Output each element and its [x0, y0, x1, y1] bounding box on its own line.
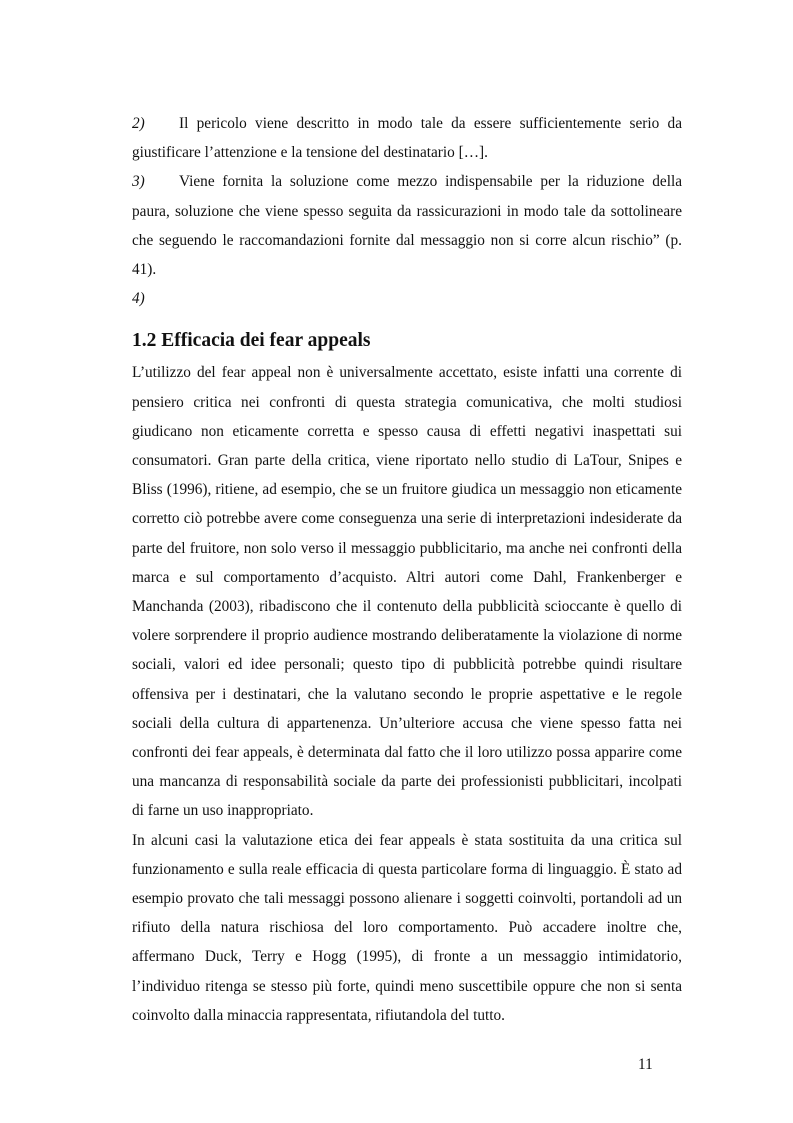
page-number: 11: [638, 1056, 653, 1073]
list-item-text: Viene fornita la soluzione come mezzo indispensabile per la riduzione della paura, soluzione che viene spesso seguita da rassicurazioni in modo tale da sottolineare che seguendo le raccomandazioni fornite dal messaggio non si corre alcun rischio” (p. 41).: [132, 173, 682, 279]
list-item-2: [132, 109, 682, 167]
page-content: [132, 109, 682, 1030]
list-item-number: 2): [132, 115, 145, 132]
list-item-number: 3): [132, 173, 145, 191]
body-paragraph-1: L’utilizzo del fear appeal non è universalmente accettato, esiste infatti una corrente di pensiero critica nei confronti di questa strategia comunicativa, che molti studiosi giudicano non eticamente corretta e spesso causa di effetti negativi inaspettati sui consumatori. Gran parte della critica, viene riportato nello studio di LaTour, Snipes e Bliss (1996), ritiene, ad esempio, che se un fruitore giudica un messaggio non eticamente corretto ciò potrebbe avere come conseguenza una serie di interpretazioni indesiderate da parte del fruitore, non solo verso il messaggio pubblicitario, ma anche nei confronti della marca e sul comportamento d’acquisto. Altri autori come Dahl, Frankenberger e Manchanda (2003), ribadiscono che il contenuto della pubblicità scioccante è quello di volere sorprendere il proprio audience mostrando deliberatamente la violazione di norme sociali, valori ed idee personali; questo tipo di pubblicità potrebbe quindi risultare offensiva per i destinatari, che la valutano secondo le proprie aspettative e le regole sociali della cultura di appartenenza. Un’ulteriore accusa che viene spesso fatta nei confronti dei fear appeals, è determinata dal fatto che il loro utilizzo possa apparire come una mancanza di responsabilità sociale da parte dei professionisti pubblicitari, incolpati di farne un uso inappropriato.: [132, 364, 682, 820]
list-item-3: [132, 167, 682, 284]
list-item-text: Il pericolo viene descritto in modo tale da essere sufficientemente serio da giustificare l’attenzione e la tensione del destinatario […].: [132, 115, 682, 162]
section-heading: 1.2 Efficacia dei fear appeals: [132, 330, 371, 352]
list-item-4: [132, 284, 682, 313]
body-paragraph-2: In alcuni casi la valutazione etica dei fear appeals è stata sostituita da una critica sul funzionamento e sulla reale efficacia di questa particolare forma di linguaggio. È stato ad esempio provato che tali messaggi possono alienare i soggetti coinvolti, portandoli ad un rifiuto della natura rischiosa del loro comportamento. Può accadere inoltre che, affermano Duck, Terry e Hogg (1995), di fronte a un messaggio intimidatorio, l’individuo ritenga se stesso più forte, quindi meno suscettibile oppure che non si senta coinvolto dalla minaccia rappresentata, rifiutandola del tutto.: [132, 831, 682, 1024]
list-item-number: 4): [132, 290, 145, 308]
